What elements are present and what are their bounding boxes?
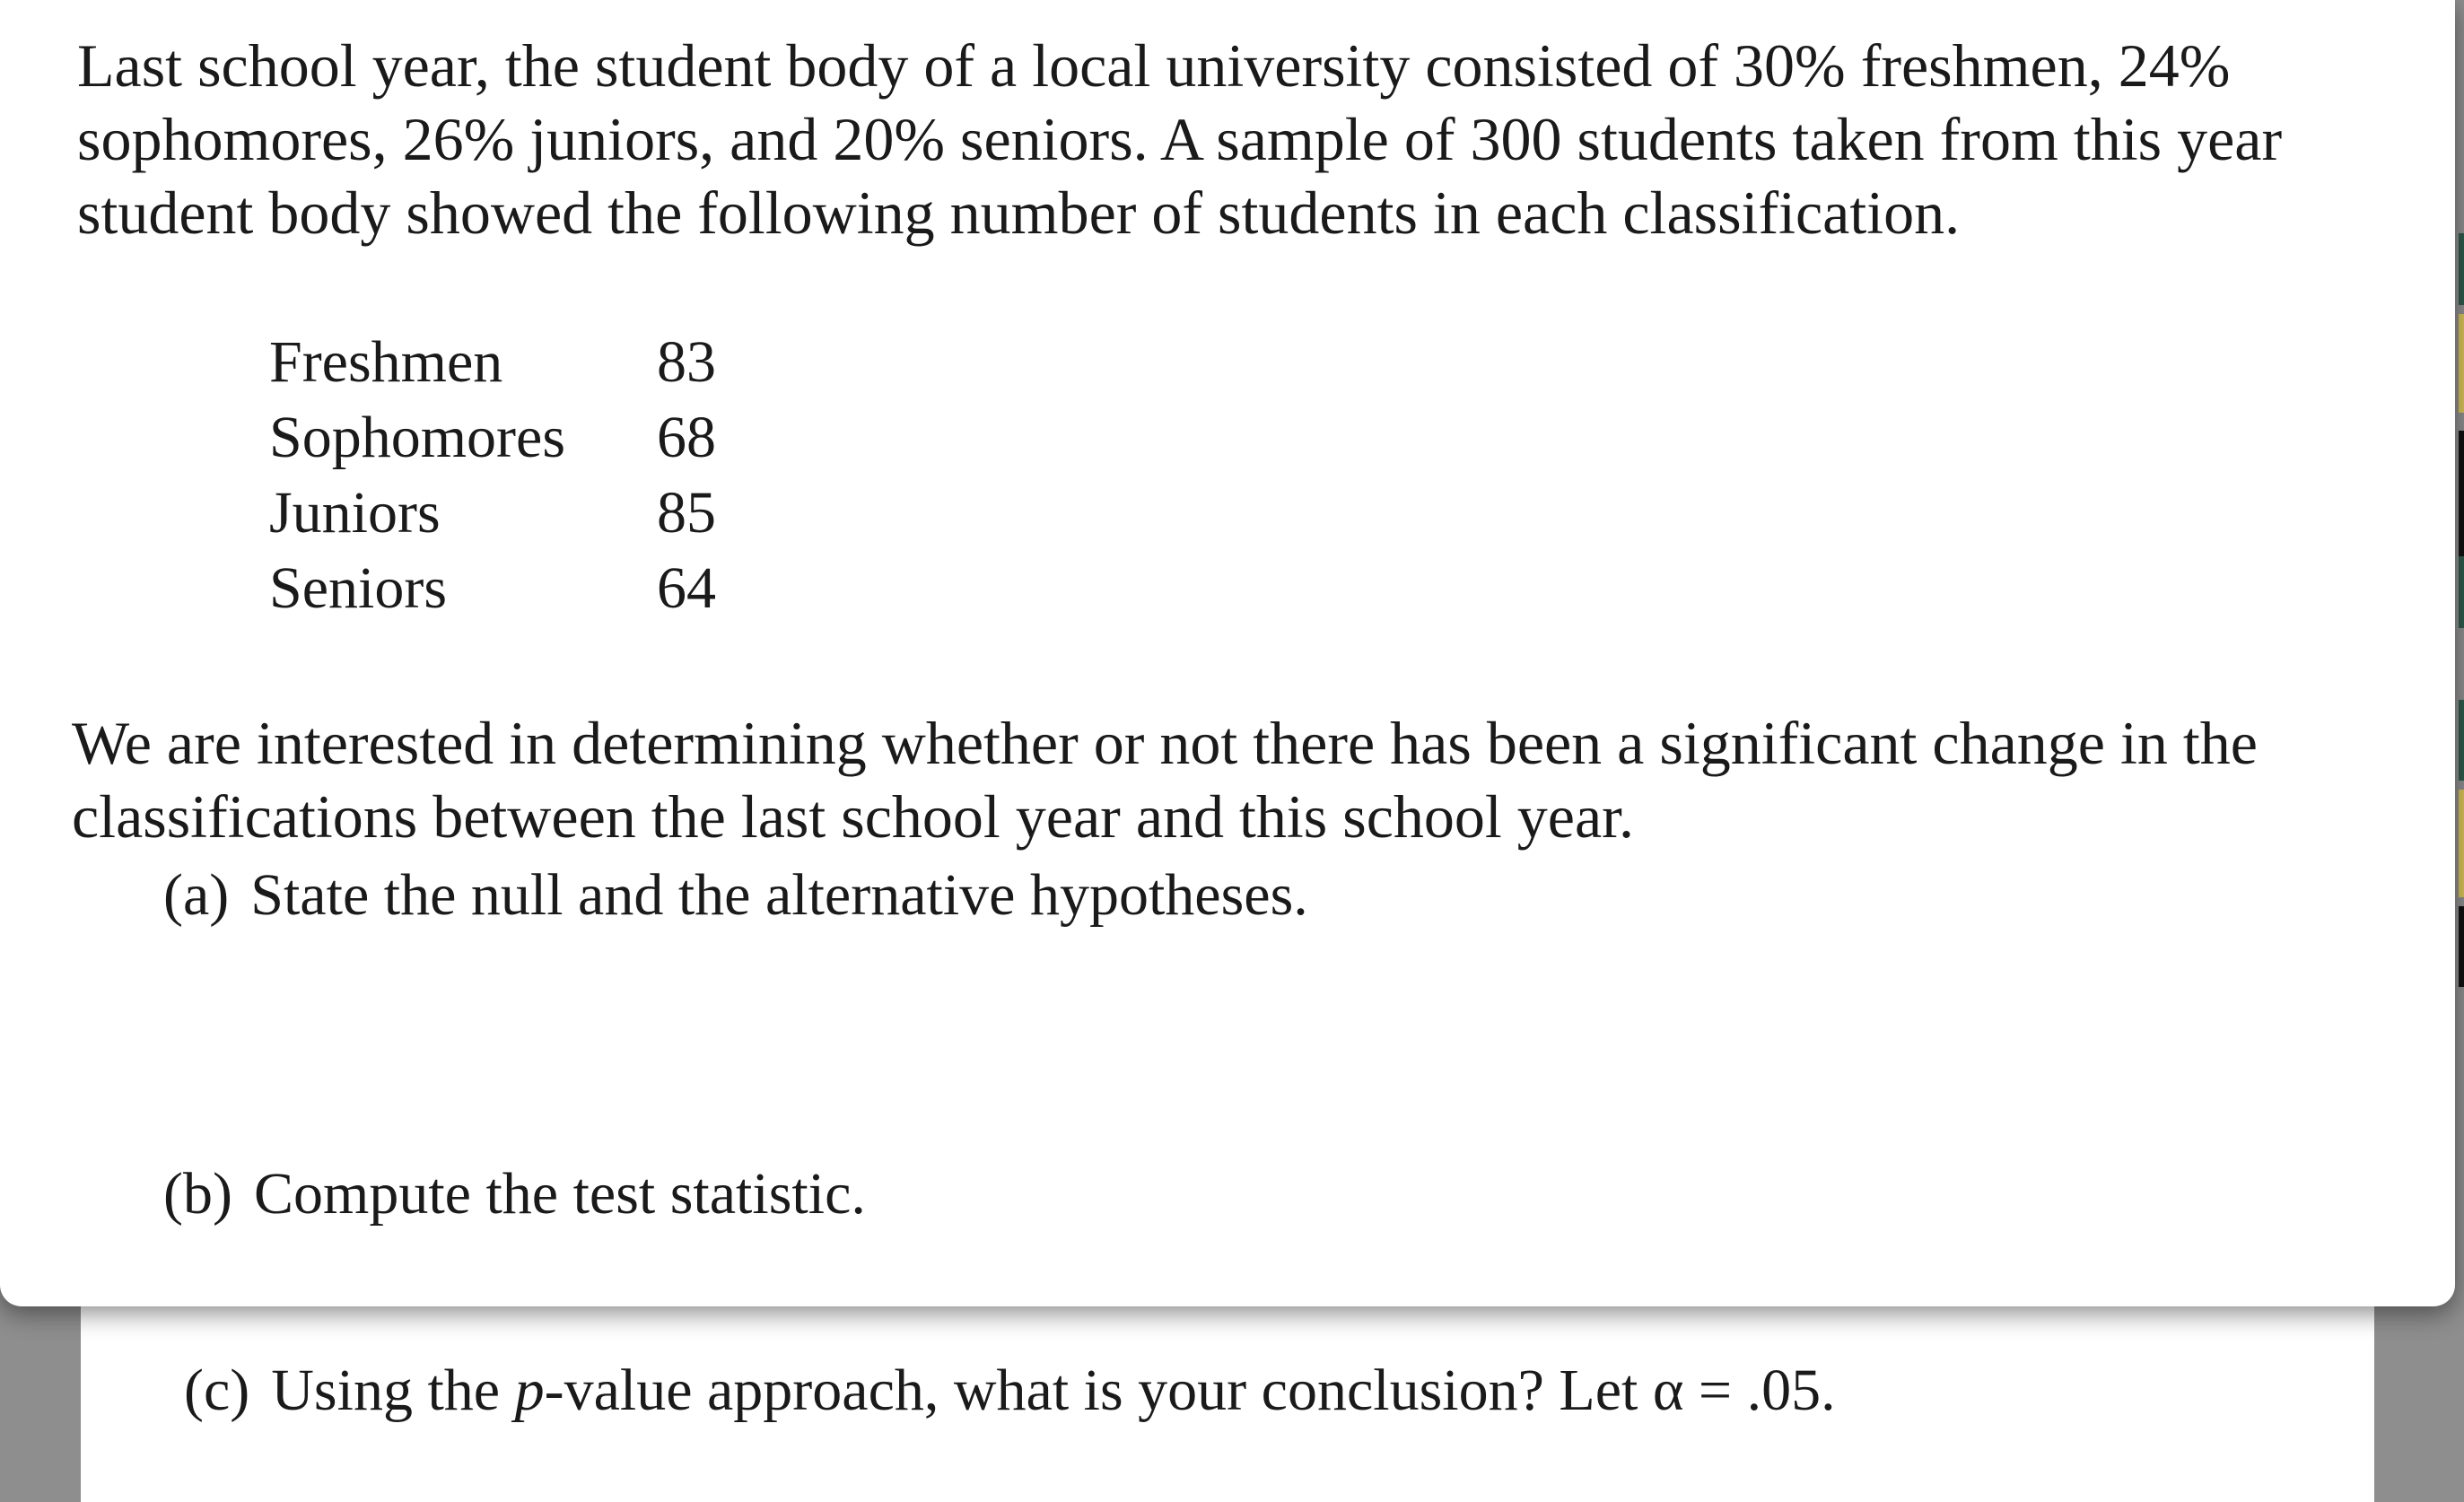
- question-a: [163, 860, 1308, 931]
- question-b: [163, 1158, 866, 1230]
- question-a-label: (a): [163, 862, 230, 928]
- classification-count: 83: [657, 329, 716, 395]
- classification-row: [269, 476, 738, 551]
- classification-row: [269, 551, 738, 626]
- question-c-text-after: -value approach, what is your conclusion? Let α = .05.: [544, 1358, 1836, 1423]
- intro-line: Last school year, the student body of a local university consisted of 30% freshmen, 24%: [77, 31, 2231, 100]
- edge-tab-2[interactable]: [2459, 314, 2464, 413]
- intro-line: student body showed the following number of students in each classification.: [77, 179, 1961, 247]
- edge-tab-4[interactable]: [2459, 556, 2464, 628]
- edge-tab-6[interactable]: [2459, 790, 2464, 897]
- edge-tab-7[interactable]: [2459, 906, 2464, 987]
- edge-tab-1[interactable]: [2459, 233, 2464, 305]
- interest-paragraph: [72, 706, 2258, 853]
- classification-name: Sophomores: [269, 405, 565, 470]
- question-a-text: State the null and the alternative hypotheses.: [250, 862, 1308, 928]
- classification-count: 64: [657, 555, 716, 621]
- classification-count: 85: [657, 480, 716, 546]
- question-b-text: Compute the test statistic.: [253, 1161, 866, 1227]
- classification-row: [269, 325, 738, 400]
- edge-tab-3[interactable]: [2459, 431, 2464, 556]
- classification-name: Juniors: [269, 480, 441, 546]
- question-b-label: (b): [163, 1161, 232, 1227]
- interest-line: classifications between the last school year and this school year.: [72, 782, 1635, 851]
- interest-line: We are interested in determining whether or not there has been a significant change in the: [72, 709, 2258, 777]
- question-c-label: (c): [184, 1358, 250, 1423]
- viewer-edge-tabs: [2459, 54, 2464, 987]
- classification-name: Freshmen: [269, 329, 503, 395]
- classification-table: [269, 325, 738, 626]
- question-c-text-before: Using the: [271, 1358, 515, 1423]
- intro-line: sophomores, 26% juniors, and 20% seniors. A sample of 300 students taken from this year: [77, 105, 2283, 173]
- intro-paragraph: [77, 29, 2282, 249]
- classification-count: 68: [657, 405, 716, 470]
- classification-row: [269, 400, 738, 476]
- question-c: [184, 1355, 1836, 1427]
- classification-name: Seniors: [269, 555, 447, 621]
- p-symbol: p: [514, 1358, 545, 1423]
- edge-tab-5[interactable]: [2459, 700, 2464, 781]
